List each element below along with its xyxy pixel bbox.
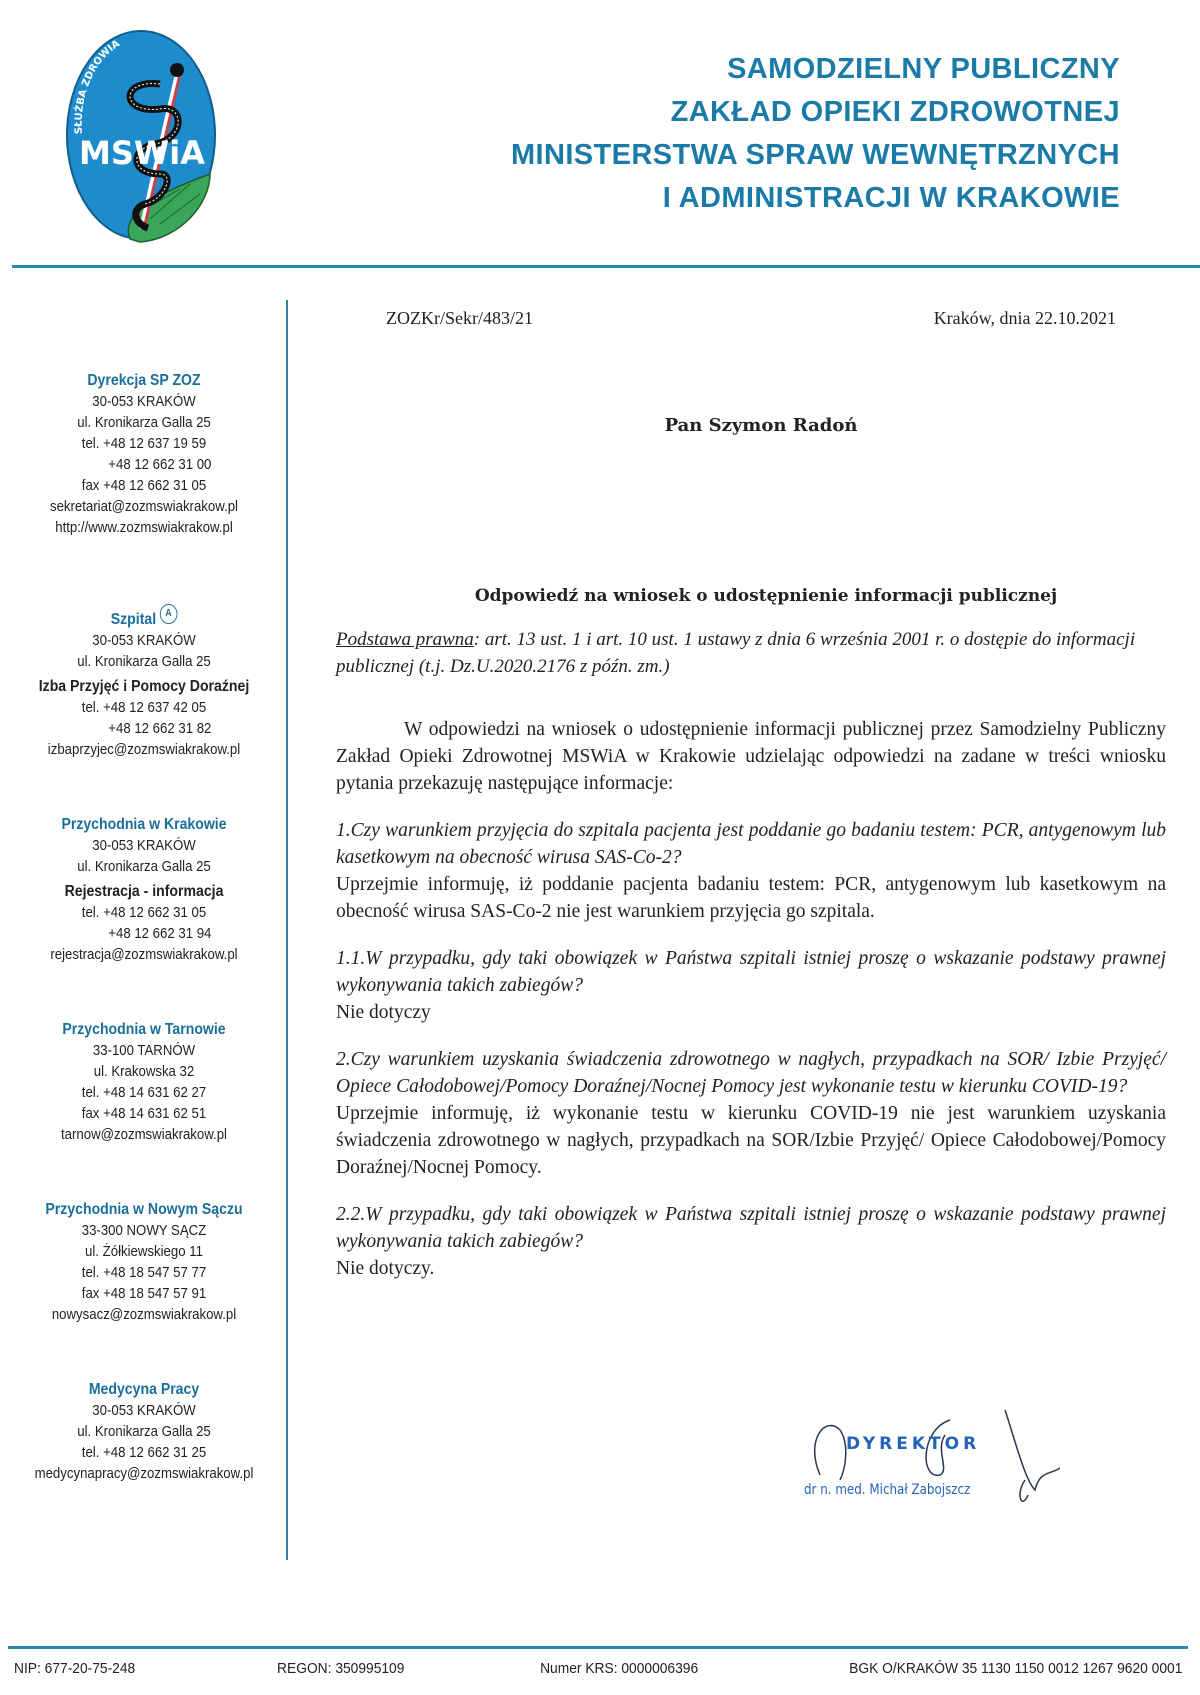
email-link[interactable]: rejestracja@zozmswiakrakow.pl	[50, 946, 238, 963]
subsection-heading: Izba Przyjęć i Pomocy Doraźnej	[38, 678, 250, 695]
contact-medycyna-pracy	[17, 1379, 270, 1484]
qa-item	[336, 1046, 1166, 1181]
title-line: MINISTERSTWA SPRAW WEWNĘTRZNYCH	[510, 139, 1120, 171]
title-line: SAMODZIELNY PUBLICZNY	[727, 53, 1120, 85]
section-heading: Przychodnia w Tarnowie	[62, 1021, 226, 1038]
place-date: Kraków, dnia 22.10.2021	[933, 308, 1116, 328]
contact-szpital	[17, 604, 270, 760]
footer-divider	[8, 1646, 1188, 1649]
phone: +48 12 662 31 00	[108, 456, 212, 473]
header-divider	[12, 265, 1200, 268]
answer: Uprzejmie informuję, iż wykonanie testu w kierunku COVID-19 nie jest warunkiem uzyskania świadczenia zdrowotnego w nagłych, przypadkach na SOR/Izbie Przyjęć/ Opiece Całodobowej/Pomocy Doraźnej/Nocnej Pomocy.	[336, 1103, 1166, 1178]
answer: Uprzejmie informuję, iż poddanie pacjenta badaniu testem: PCR, antygenowym lub kasetkowym na obecność wirusa SAS-Co-2 nie jest warunkiem przyjęcia go szpitala.	[336, 874, 1166, 922]
address: 30-053 KRAKÓW	[92, 837, 196, 854]
contact-przychodnia-tarnow	[17, 1019, 270, 1145]
phone: +48 12 662 31 82	[108, 720, 212, 737]
email-link[interactable]: nowysacz@zozmswiakrakow.pl	[51, 1306, 237, 1323]
question: 2.Czy warunkiem uzyskania świadczenia zdrowotnego w nagłych, przypadkach na SOR/ Izbie Przyjęć/ Opiece Całodobowej/Pomocy Doraźnej/Nocnej Pomocy jest wykonanie testu w kierunku COVID-19?	[336, 1049, 1166, 1097]
signer-name: dr n. med. Michał Zabojszcz	[804, 1482, 971, 1498]
email-link[interactable]: izbaprzyjec@zozmswiakrakow.pl	[47, 741, 241, 758]
reference-number: ZOZKr/Sekr/483/21	[386, 308, 533, 328]
phone: tel. +48 18 547 57 77	[81, 1264, 207, 1281]
institution-title	[511, 48, 1120, 220]
phone: tel. +48 12 637 42 05	[81, 699, 207, 716]
question: 1.1.W przypadku, gdy taki obowiązek w Państwa szpitali istniej proszę o wskazanie podstawy prawnej wykonywania takich zabiegów?	[336, 948, 1166, 996]
phone: tel. +48 14 631 62 27	[81, 1084, 207, 1101]
email-link[interactable]: sekretariat@zozmswiakrakow.pl	[49, 498, 238, 515]
contact-sidebar	[17, 370, 270, 1484]
reference-row	[336, 308, 1166, 329]
bank-account: BGK O/KRAKÓW 35 1130 1150 0012 1267 9620 0001	[849, 1660, 1183, 1677]
footer	[14, 1660, 1182, 1677]
regon: REGON: 350995109	[277, 1660, 405, 1677]
section-heading: Medycyna Pracy	[88, 1381, 200, 1398]
street: ul. Żółkiewskiego 11	[85, 1243, 203, 1260]
qa-item	[336, 945, 1166, 1026]
address: 33-100 TARNÓW	[92, 1042, 196, 1059]
intro-paragraph: W odpowiedzi na wniosek o udostępnienie informacji publicznej przez Samodzielny Publiczny Zakład Opieki Zdrowotnej MSWiA w Krakowie udzielając odpowiedzi na zadane w treści wniosku pytania przekazuję następujące informacje:	[336, 719, 1166, 794]
address: 33-300 NOWY SĄCZ	[81, 1222, 207, 1239]
asclepius-staff-icon	[60, 24, 222, 246]
address: 30-053 KRAKÓW	[92, 632, 196, 649]
nip: NIP: 677-20-75-248	[14, 1660, 136, 1677]
section-heading	[17, 604, 270, 630]
legal-basis	[336, 626, 1166, 680]
contact-dyrekcja	[17, 370, 270, 538]
street: ul. Kronikarza Galla 25	[77, 1423, 211, 1440]
quality-certificate-icon: A	[160, 604, 178, 624]
stamp-title: DYREKTOR	[846, 1434, 981, 1454]
address: 30-053 KRAKÓW	[92, 1402, 196, 1419]
website-link[interactable]: http://www.zozmswiakrakow.pl	[55, 519, 233, 536]
phone: tel. +48 12 662 31 25	[81, 1444, 207, 1461]
legal-basis-text: : art. 13 ust. 1 i art. 10 ust. 1 ustawy z dnia 6 września 2001 r. o dostępie do informacji publicznej (t.j. Dz.U.2020.2176 z późn. zm.)	[336, 629, 1136, 677]
fax: fax +48 14 631 62 51	[81, 1105, 207, 1122]
email-link[interactable]: tarnow@zozmswiakrakow.pl	[61, 1126, 227, 1143]
legal-basis-label: Podstawa prawna	[336, 629, 474, 650]
logo-ring-text: SŁUŻBA ZDROWIA	[73, 38, 122, 135]
title-line: ZAKŁAD OPIEKI ZDROWOTNEJ	[670, 96, 1120, 128]
phone: tel. +48 12 637 19 59	[81, 435, 207, 452]
title-line: I ADMINISTRACJI W KRAKOWIE	[662, 182, 1120, 214]
street: ul. Kronikarza Galla 25	[77, 858, 211, 875]
contact-przychodnia-nowy-sacz	[17, 1199, 270, 1325]
qa-item	[336, 817, 1166, 925]
krs: Numer KRS: 0000006396	[540, 1660, 699, 1677]
fax: fax +48 18 547 57 91	[81, 1285, 207, 1302]
street: ul. Kronikarza Galla 25	[77, 414, 211, 431]
question: 2.2.W przypadku, gdy taki obowiązek w Państwa szpitali istniej proszę o wskazanie podstawy prawnej wykonywania takich zabiegów?	[336, 1204, 1166, 1252]
mswia-logo	[60, 24, 222, 246]
street: ul. Krakowska 32	[93, 1063, 195, 1080]
letter-subject: Odpowiedź na wniosek o udostępnienie informacji publicznej	[474, 586, 1058, 606]
qa-item	[336, 1201, 1166, 1282]
section-heading-text: Szpital	[110, 611, 157, 628]
section-heading: Dyrekcja SP ZOZ	[87, 372, 201, 389]
signature-block	[800, 1400, 1060, 1510]
section-heading: Przychodnia w Krakowie	[61, 816, 227, 833]
answer: Nie dotyczy.	[336, 1258, 435, 1279]
contact-przychodnia-krakow	[17, 814, 270, 965]
subsection-heading: Rejestracja - informacja	[64, 883, 224, 900]
addressee: Pan Szymon Radoń	[664, 415, 858, 436]
answer: Nie dotyczy	[336, 1002, 431, 1023]
question: 1.Czy warunkiem przyjęcia do szpitala pacjenta jest poddanie go badaniu testem: PCR, antygenowym lub kasetkowym na obecność wirusa SAS-Co-2?	[336, 820, 1166, 868]
email-link[interactable]: medycynapracy@zozmswiakrakow.pl	[34, 1465, 254, 1482]
phone: +48 12 662 31 94	[108, 925, 212, 942]
street: ul. Kronikarza Galla 25	[77, 653, 211, 670]
fax: fax +48 12 662 31 05	[81, 477, 207, 494]
address: 30-053 KRAKÓW	[92, 393, 196, 410]
letter-body	[336, 308, 1166, 1282]
sidebar-divider	[286, 300, 288, 1560]
section-heading: Przychodnia w Nowym Sączu	[45, 1201, 243, 1218]
logo-text: MSWiA	[79, 134, 205, 172]
phone: tel. +48 12 662 31 05	[81, 904, 207, 921]
